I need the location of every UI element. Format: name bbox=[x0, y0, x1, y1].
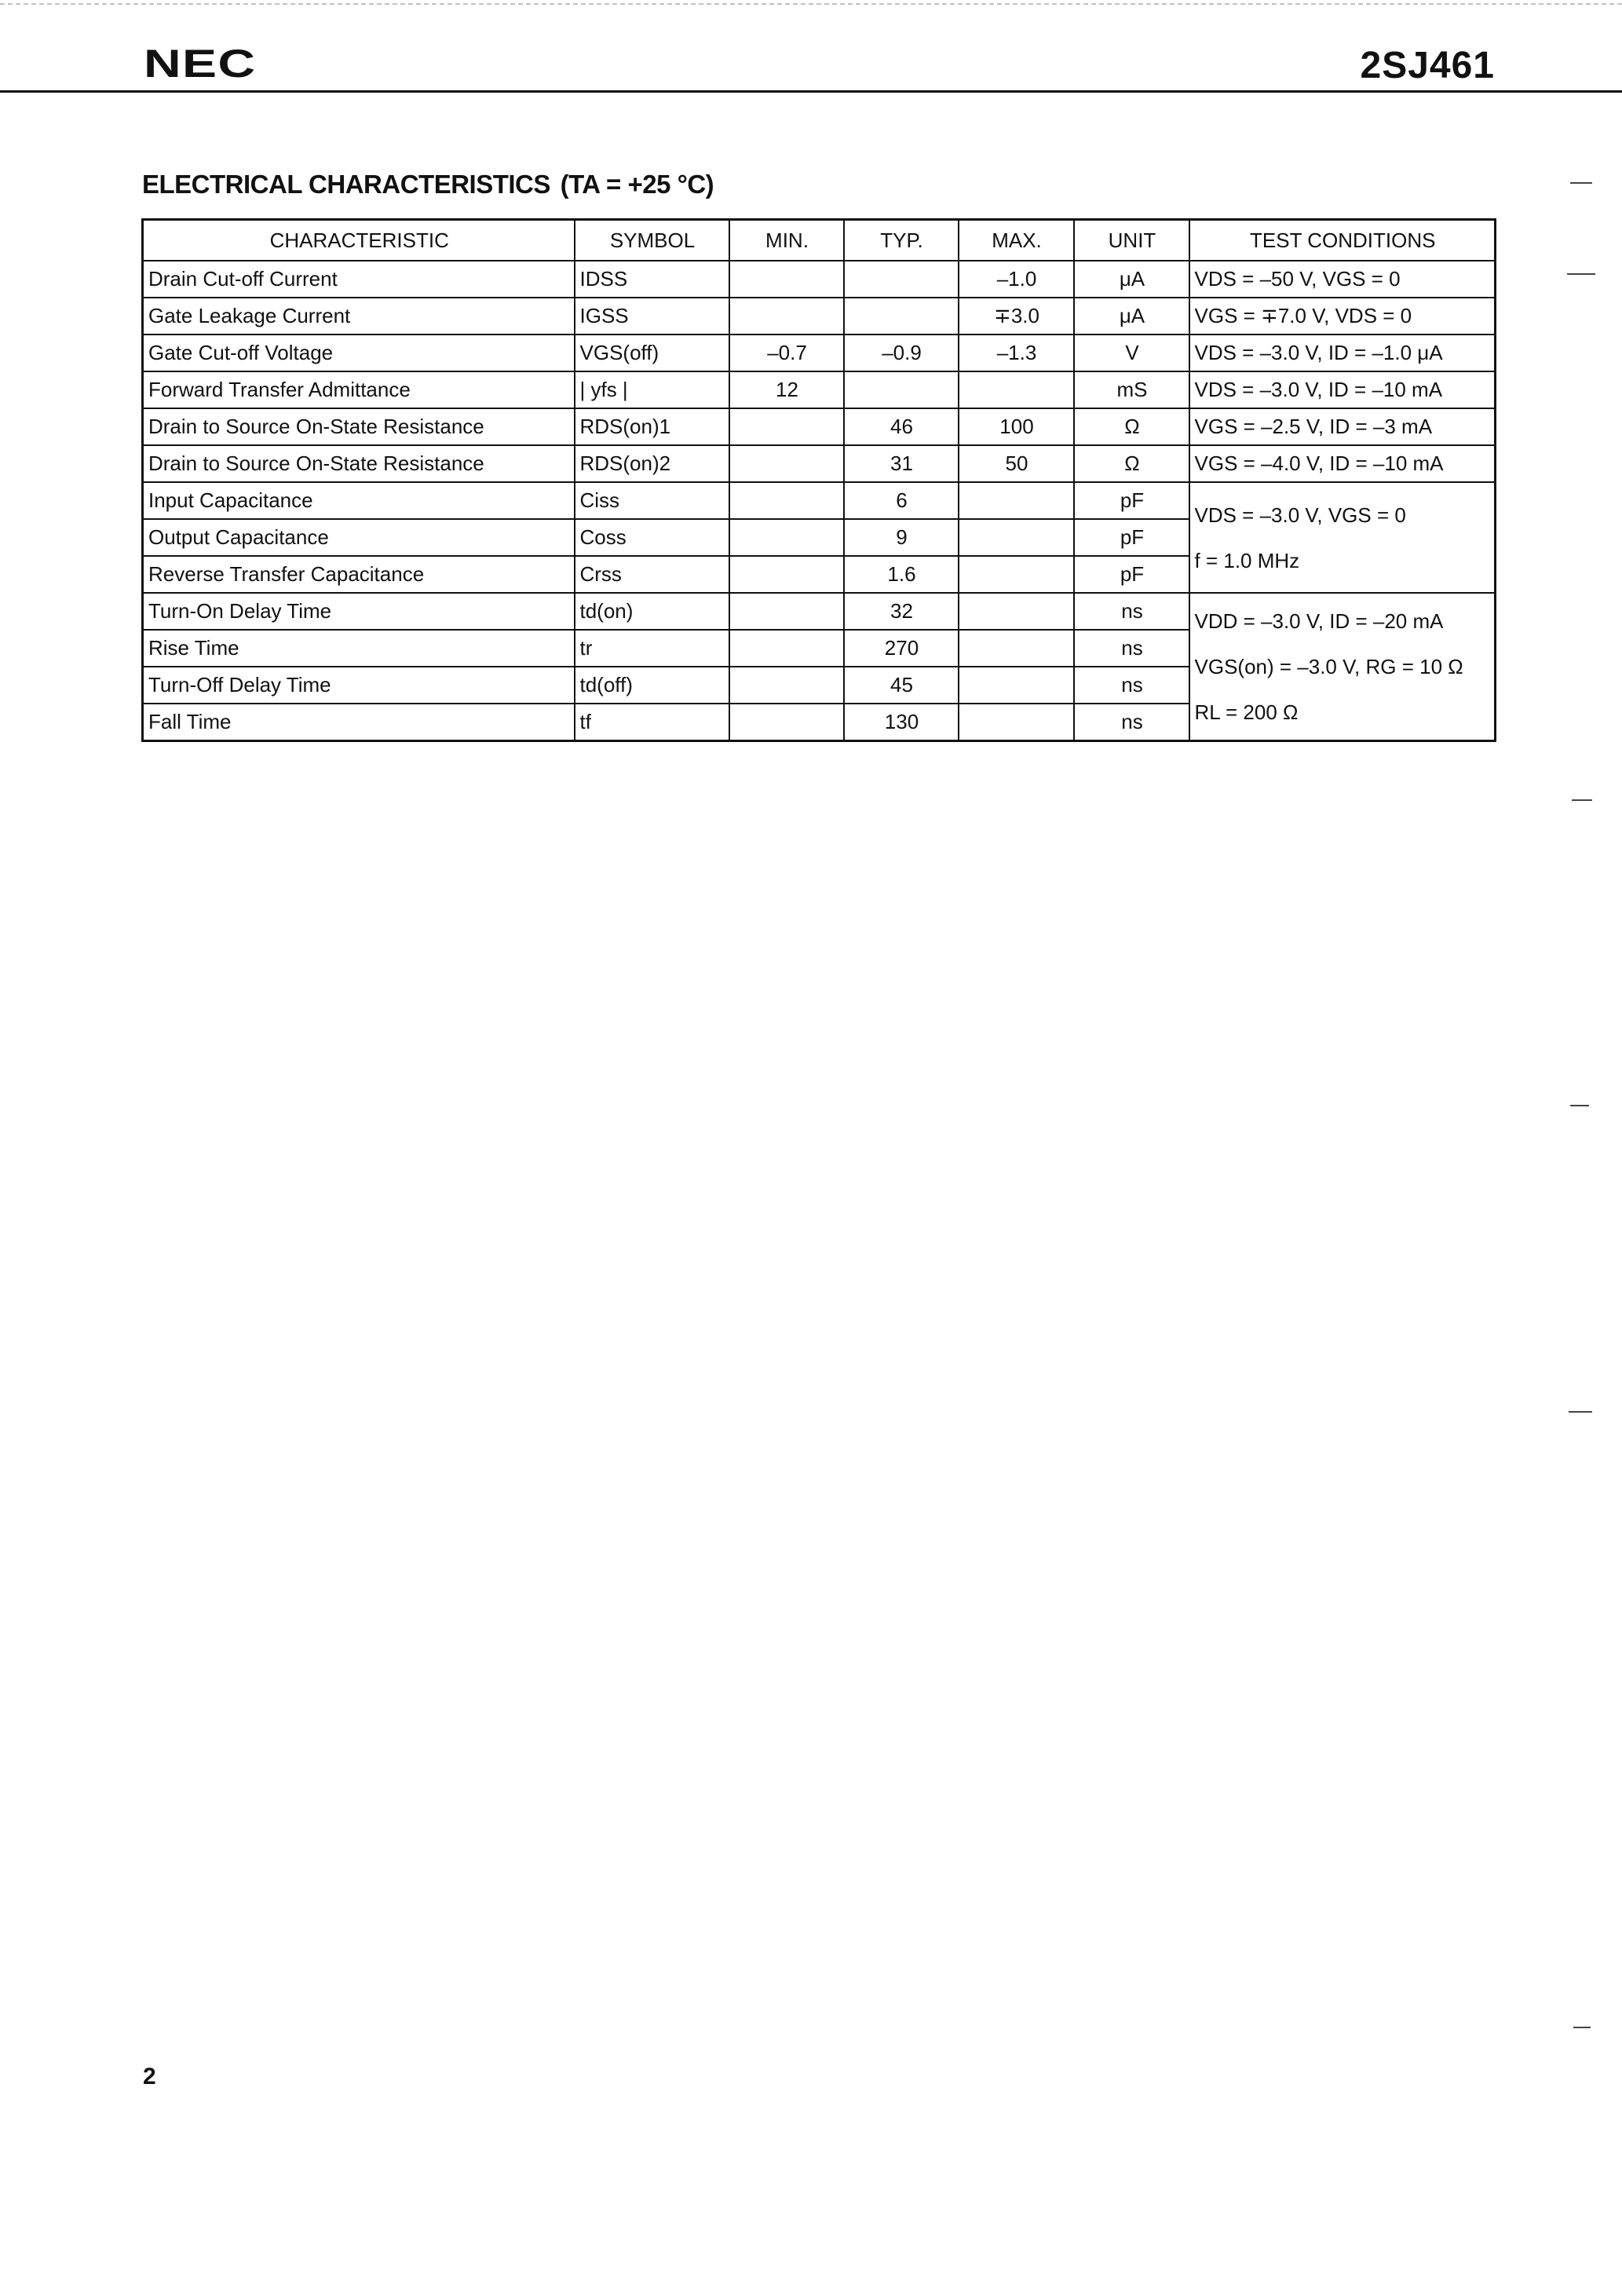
column-header: MIN. bbox=[729, 220, 844, 261]
max-cell: –1.0 bbox=[959, 261, 1074, 298]
min-cell: –0.7 bbox=[729, 335, 844, 371]
characteristic-cell: Turn-Off Delay Time bbox=[143, 667, 575, 704]
characteristic-cell: Reverse Transfer Capacitance bbox=[143, 556, 575, 593]
characteristic-cell: Forward Transfer Admittance bbox=[143, 371, 575, 408]
unit-cell: μA bbox=[1074, 298, 1189, 335]
column-header: MAX. bbox=[959, 220, 1074, 261]
min-cell: 12 bbox=[729, 371, 844, 408]
max-cell bbox=[959, 593, 1074, 630]
symbol-cell: tf bbox=[575, 704, 729, 741]
typ-cell: 1.6 bbox=[844, 556, 959, 593]
symbol-cell: VGS(off) bbox=[575, 335, 729, 371]
typ-cell bbox=[844, 298, 959, 335]
min-cell bbox=[729, 667, 844, 704]
characteristic-cell: Drain to Source On-State Resistance bbox=[143, 408, 575, 445]
min-cell bbox=[729, 482, 844, 519]
unit-cell: pF bbox=[1074, 519, 1189, 556]
unit-cell: Ω bbox=[1074, 408, 1189, 445]
max-cell: –1.3 bbox=[959, 335, 1074, 371]
characteristic-cell: Rise Time bbox=[143, 630, 575, 667]
typ-cell: 46 bbox=[844, 408, 959, 445]
max-cell: ∓3.0 bbox=[959, 298, 1074, 335]
characteristic-cell: Drain Cut-off Current bbox=[143, 261, 575, 298]
symbol-cell: Ciss bbox=[575, 482, 729, 519]
min-cell bbox=[729, 445, 844, 482]
column-header: TEST CONDITIONS bbox=[1189, 220, 1496, 261]
part-number: 2SJ461 bbox=[1360, 45, 1495, 86]
capacitance-conditions-cell bbox=[1189, 482, 1496, 593]
unit-cell: ns bbox=[1074, 630, 1189, 667]
electrical-characteristics-table bbox=[141, 218, 1496, 742]
condition-line: RL = 200 Ω bbox=[1194, 700, 1299, 724]
unit-cell: pF bbox=[1074, 556, 1189, 593]
conditions-cell: VDS = –3.0 V, ID = –10 mA bbox=[1189, 371, 1496, 408]
conditions-cell: VDS = –3.0 V, ID = –1.0 μA bbox=[1189, 335, 1496, 371]
characteristic-cell: Input Capacitance bbox=[143, 482, 575, 519]
unit-cell: ns bbox=[1074, 593, 1189, 630]
table-row bbox=[143, 482, 1496, 519]
symbol-cell: td(on) bbox=[575, 593, 729, 630]
section-title-condition: (TA = +25 °C) bbox=[560, 170, 714, 199]
min-cell bbox=[729, 556, 844, 593]
scan-margin-mark bbox=[1570, 182, 1592, 184]
symbol-cell: Crss bbox=[575, 556, 729, 593]
unit-cell: V bbox=[1074, 335, 1189, 371]
max-cell: 100 bbox=[959, 408, 1074, 445]
nec-logo: NEC bbox=[144, 42, 257, 86]
scan-artifact-line bbox=[0, 3, 1622, 5]
max-cell bbox=[959, 667, 1074, 704]
symbol-cell: | yfs | bbox=[575, 371, 729, 408]
table-row bbox=[143, 261, 1496, 298]
max-cell bbox=[959, 519, 1074, 556]
max-cell bbox=[959, 482, 1074, 519]
typ-cell: 31 bbox=[844, 445, 959, 482]
unit-cell: mS bbox=[1074, 371, 1189, 408]
symbol-cell: RDS(on)1 bbox=[575, 408, 729, 445]
max-cell bbox=[959, 371, 1074, 408]
typ-cell: 45 bbox=[844, 667, 959, 704]
condition-line: f = 1.0 MHz bbox=[1194, 548, 1300, 572]
min-cell bbox=[729, 408, 844, 445]
conditions-cell: VGS = ∓7.0 V, VDS = 0 bbox=[1189, 298, 1496, 335]
characteristic-cell: Output Capacitance bbox=[143, 519, 575, 556]
unit-cell: Ω bbox=[1074, 445, 1189, 482]
typ-cell: 6 bbox=[844, 482, 959, 519]
unit-cell: pF bbox=[1074, 482, 1189, 519]
condition-line: VGS(on) = –3.0 V, RG = 10 Ω bbox=[1194, 655, 1463, 678]
symbol-cell: IDSS bbox=[575, 261, 729, 298]
typ-cell: –0.9 bbox=[844, 335, 959, 371]
conditions-cell: VDS = –50 V, VGS = 0 bbox=[1189, 261, 1496, 298]
min-cell bbox=[729, 261, 844, 298]
scan-margin-mark bbox=[1569, 1411, 1592, 1413]
scan-margin-mark bbox=[1570, 1105, 1589, 1106]
scan-margin-mark bbox=[1573, 2027, 1591, 2028]
typ-cell bbox=[844, 371, 959, 408]
section-title-text: ELECTRICAL CHARACTERISTICS bbox=[142, 170, 550, 199]
characteristic-cell: Gate Leakage Current bbox=[143, 298, 575, 335]
unit-cell: μA bbox=[1074, 261, 1189, 298]
min-cell bbox=[729, 519, 844, 556]
max-cell bbox=[959, 556, 1074, 593]
table-row bbox=[143, 445, 1496, 482]
characteristic-cell: Gate Cut-off Voltage bbox=[143, 335, 575, 371]
switching-conditions-cell bbox=[1189, 593, 1496, 741]
symbol-cell: RDS(on)2 bbox=[575, 445, 729, 482]
condition-line: VDS = –3.0 V, VGS = 0 bbox=[1194, 503, 1406, 527]
characteristic-cell: Drain to Source On-State Resistance bbox=[143, 445, 575, 482]
typ-cell: 32 bbox=[844, 593, 959, 630]
conditions-cell: VGS = –4.0 V, ID = –10 mA bbox=[1189, 445, 1496, 482]
column-header: CHARACTERISTIC bbox=[143, 220, 575, 261]
unit-cell: ns bbox=[1074, 667, 1189, 704]
characteristic-cell: Fall Time bbox=[143, 704, 575, 741]
column-header: TYP. bbox=[844, 220, 959, 261]
column-header: UNIT bbox=[1074, 220, 1189, 261]
page-number: 2 bbox=[143, 2064, 156, 2089]
min-cell bbox=[729, 593, 844, 630]
characteristic-cell: Turn-On Delay Time bbox=[143, 593, 575, 630]
condition-line: VDD = –3.0 V, ID = –20 mA bbox=[1194, 609, 1444, 633]
symbol-cell: td(off) bbox=[575, 667, 729, 704]
min-cell bbox=[729, 630, 844, 667]
table-row bbox=[143, 408, 1496, 445]
min-cell bbox=[729, 704, 844, 741]
table-row bbox=[143, 335, 1496, 371]
typ-cell: 130 bbox=[844, 704, 959, 741]
symbol-cell: IGSS bbox=[575, 298, 729, 335]
symbol-cell: tr bbox=[575, 630, 729, 667]
min-cell bbox=[729, 298, 844, 335]
max-cell: 50 bbox=[959, 445, 1074, 482]
symbol-cell: Coss bbox=[575, 519, 729, 556]
typ-cell: 9 bbox=[844, 519, 959, 556]
table-row bbox=[143, 593, 1496, 630]
conditions-cell: VGS = –2.5 V, ID = –3 mA bbox=[1189, 408, 1496, 445]
scan-margin-mark bbox=[1567, 273, 1595, 275]
section-title bbox=[142, 170, 714, 199]
typ-cell bbox=[844, 261, 959, 298]
column-header: SYMBOL bbox=[575, 220, 729, 261]
scan-margin-mark bbox=[1572, 799, 1592, 801]
table-row bbox=[143, 298, 1496, 335]
table-header-row bbox=[143, 220, 1496, 261]
typ-cell: 270 bbox=[844, 630, 959, 667]
max-cell bbox=[959, 704, 1074, 741]
header-divider bbox=[0, 90, 1622, 93]
unit-cell: ns bbox=[1074, 704, 1189, 741]
max-cell bbox=[959, 630, 1074, 667]
table-row bbox=[143, 371, 1496, 408]
